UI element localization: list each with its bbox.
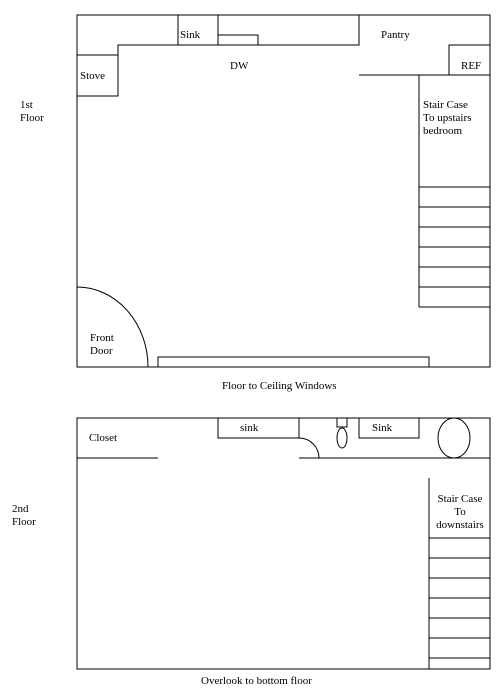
staircase-label-line-3: downstairs xyxy=(436,519,484,531)
first-floor-plan xyxy=(77,15,490,392)
toilet-icon xyxy=(337,418,347,448)
sink-label: Sink xyxy=(180,29,201,41)
staircase-label-line-1: Stair Case xyxy=(437,493,483,505)
floor-to-ceiling-windows xyxy=(158,357,429,367)
second-floor-outline xyxy=(77,418,490,669)
upper-sink-label: Sink xyxy=(372,422,393,434)
second-floor-caption: Overlook to bottom floor xyxy=(201,675,312,687)
closet-label: Closet xyxy=(89,432,118,444)
first-floor-caption: Floor to Ceiling Windows xyxy=(222,380,337,392)
bathroom-door-swing xyxy=(299,438,319,458)
dishwasher-box xyxy=(218,35,258,45)
staircase-label-line-2: To xyxy=(454,506,466,518)
second-floor-label-line-1: 2nd xyxy=(12,503,29,515)
staircase-label-line-1: Stair Case xyxy=(423,99,468,111)
bathtub-icon xyxy=(438,418,470,458)
first-floor-outline xyxy=(77,15,490,367)
stove-label: Stove xyxy=(80,70,106,82)
dishwasher-label: DW xyxy=(230,60,249,72)
first-floor-label-line-2: Floor xyxy=(20,112,44,124)
front-door-label-line-1: Front xyxy=(90,332,114,344)
staircase-label-line-3: bedroom xyxy=(423,125,463,137)
lower-sink-box xyxy=(218,418,299,438)
second-floor-label-line-2: Floor xyxy=(12,516,36,528)
second-floor-plan xyxy=(77,418,490,687)
staircase-label-line-2: To upstairs xyxy=(423,112,472,124)
refrigerator-label: REF xyxy=(461,60,482,72)
lower-sink-label: sink xyxy=(240,422,259,434)
pantry-label: Pantry xyxy=(381,29,410,41)
front-door-label-line-2: Door xyxy=(90,345,113,357)
first-floor-label-line-1: 1st xyxy=(20,99,33,111)
